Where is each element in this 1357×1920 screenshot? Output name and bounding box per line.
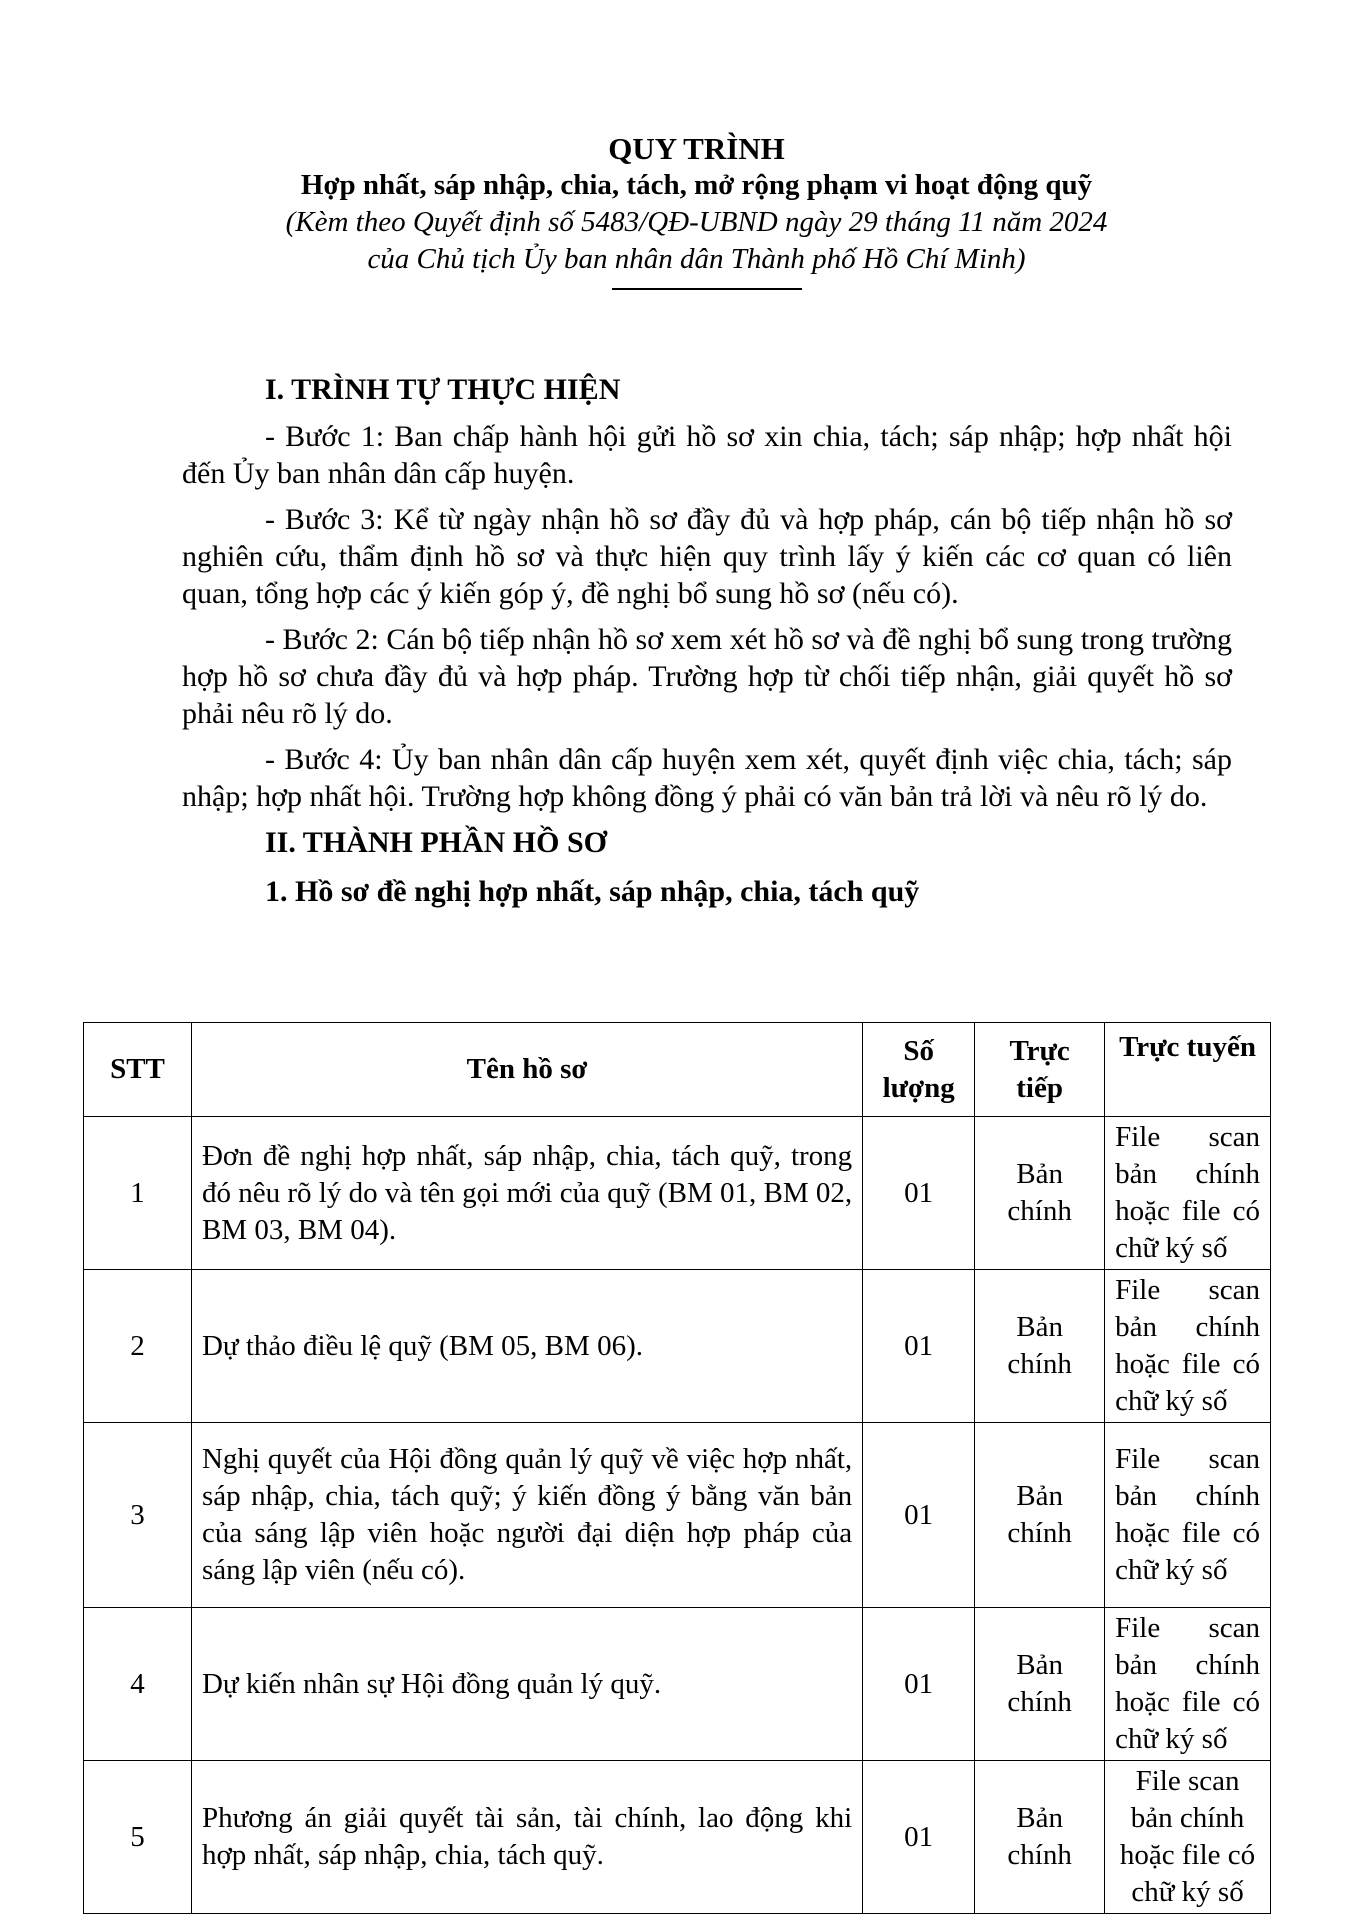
cell-online: File scan bản chính hoặc file có chữ ký số bbox=[1105, 1608, 1271, 1761]
document-title: QUY TRÌNH bbox=[608, 131, 785, 166]
table-row bbox=[84, 1761, 1271, 1914]
cell-online: File scan bản chính hoặc file có chữ ký số bbox=[1105, 1761, 1271, 1914]
cell-online: File scan bản chính hoặc file có chữ ký số bbox=[1105, 1270, 1271, 1423]
cell-online: File scan bản chính hoặc file có chữ ký số bbox=[1105, 1117, 1271, 1270]
document-subtitle: Hợp nhất, sáp nhập, chia, tách, mở rộng phạm vi hoạt động quỹ bbox=[300, 169, 1093, 201]
title-divider bbox=[612, 288, 802, 290]
procedure-step: - Bước 1: Ban chấp hành hội gửi hồ sơ xin chia, tách; sáp nhập; hợp nhất hội đến Ủy ban nhân dân cấp huyện. bbox=[182, 420, 1232, 490]
cell-direct: Bản chính bbox=[975, 1117, 1105, 1270]
cell-stt: 3 bbox=[84, 1423, 192, 1608]
attachment-note-line-1: (Kèm theo Quyết định số 5483/QĐ-UBND ngày 29 tháng 11 năm 2024 bbox=[285, 206, 1108, 238]
cell-stt: 5 bbox=[84, 1761, 192, 1914]
table-row bbox=[84, 1608, 1271, 1761]
procedure-step: - Bước 2: Cán bộ tiếp nhận hồ sơ xem xét hồ sơ và đề nghị bổ sung trong trường hợp hồ sơ chưa đầy đủ và hợp pháp. Trường hợp từ chối tiếp nhận, giải quyết hồ sơ phải nêu rõ lý do. bbox=[182, 623, 1232, 730]
cell-quantity: 01 bbox=[863, 1117, 975, 1270]
table-header-row bbox=[84, 1023, 1271, 1117]
header-online: Trực tuyến bbox=[1105, 1023, 1271, 1117]
cell-name: Đơn đề nghị hợp nhất, sáp nhập, chia, tách quỹ, trong đó nêu rõ lý do và tên gọi mới của quỹ (BM 01, BM 02, BM 03, BM 04). bbox=[191, 1117, 862, 1270]
attachment-note-line-2: của Chủ tịch Ủy ban nhân dân Thành phố Hồ Chí Minh) bbox=[367, 243, 1026, 275]
cell-stt: 2 bbox=[84, 1270, 192, 1423]
cell-name: Phương án giải quyết tài sản, tài chính, lao động khi hợp nhất, sáp nhập, chia, tách quỹ. bbox=[191, 1761, 862, 1914]
section-heading-procedure: I. TRÌNH TỰ THỰC HIỆN bbox=[265, 373, 621, 406]
table-row bbox=[84, 1270, 1271, 1423]
header-quantity: Số lượng bbox=[863, 1023, 975, 1117]
document-body bbox=[182, 371, 1232, 910]
title-block bbox=[0, 130, 1357, 290]
cell-online: File scan bản chính hoặc file có chữ ký số bbox=[1105, 1423, 1271, 1608]
header-name: Tên hồ sơ bbox=[191, 1023, 862, 1117]
cell-name: Dự thảo điều lệ quỹ (BM 05, BM 06). bbox=[191, 1270, 862, 1423]
procedure-step: - Bước 3: Kể từ ngày nhận hồ sơ đầy đủ và hợp pháp, cán bộ tiếp nhận hồ sơ nghiên cứu, thẩm định hồ sơ và thực hiện quy trình lấy ý kiến các cơ quan có liên quan, tổng hợp các ý kiến góp ý, đề nghị bổ sung hồ sơ (nếu có). bbox=[182, 503, 1232, 610]
table-row bbox=[84, 1117, 1271, 1270]
cell-direct: Bản chính bbox=[975, 1270, 1105, 1423]
cell-name: Dự kiến nhân sự Hội đồng quản lý quỹ. bbox=[191, 1608, 862, 1761]
procedure-step: - Bước 4: Ủy ban nhân dân cấp huyện xem xét, quyết định việc chia, tách; sáp nhập; hợp nhất hội. Trường hợp không đồng ý phải có văn bản trả lời và nêu rõ lý do. bbox=[182, 743, 1232, 813]
section-heading-dossier: II. THÀNH PHẦN HỒ SƠ bbox=[265, 826, 607, 859]
cell-quantity: 01 bbox=[863, 1761, 975, 1914]
header-stt: STT bbox=[84, 1023, 192, 1117]
cell-quantity: 01 bbox=[863, 1608, 975, 1761]
header-direct: Trực tiếp bbox=[975, 1023, 1105, 1117]
cell-stt: 4 bbox=[84, 1608, 192, 1761]
cell-quantity: 01 bbox=[863, 1270, 975, 1423]
subsection-heading-dossier: 1. Hồ sơ đề nghị hợp nhất, sáp nhập, chia, tách quỹ bbox=[265, 875, 920, 908]
dossier-table bbox=[83, 1022, 1271, 1914]
cell-stt: 1 bbox=[84, 1117, 192, 1270]
cell-quantity: 01 bbox=[863, 1423, 975, 1608]
cell-name: Nghị quyết của Hội đồng quản lý quỹ về việc hợp nhất, sáp nhập, chia, tách quỹ; ý kiến đồng ý bằng văn bản của sáng lập viên hoặc người đại diện hợp pháp của sáng lập viên (nếu có). bbox=[191, 1423, 862, 1608]
cell-direct: Bản chính bbox=[975, 1423, 1105, 1608]
cell-direct: Bản chính bbox=[975, 1761, 1105, 1914]
table-row bbox=[84, 1423, 1271, 1608]
cell-direct: Bản chính bbox=[975, 1608, 1105, 1761]
